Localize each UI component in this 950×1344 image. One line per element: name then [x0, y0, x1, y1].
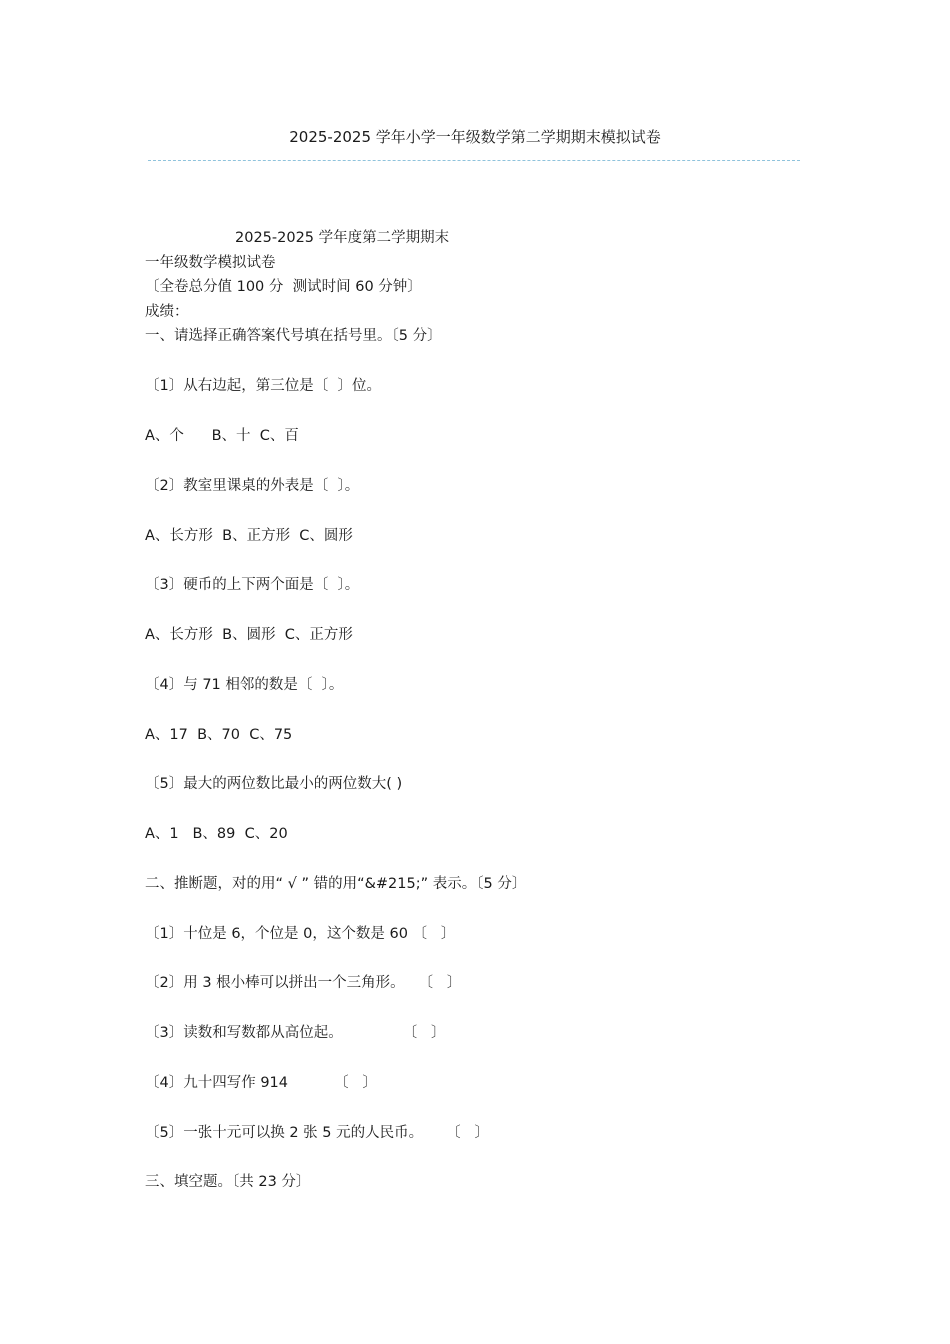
s1-question-3: 〔3〕硬币的上下两个面是〔 〕。: [145, 577, 360, 593]
s1-options-1: A、个 B、十 C、百: [145, 428, 299, 444]
s1-options-4: A、17 B、70 C、75: [145, 727, 293, 743]
s2-item-2: 〔2〕用 3 根小棒可以拼出一个三角形。 〔 〕: [145, 975, 462, 991]
title-divider: [148, 160, 800, 161]
s2-item-3: 〔3〕读数和写数都从高位起。 〔 〕: [145, 1025, 446, 1041]
s2-item-1: 〔1〕十位是 6，个位是 0，这个数是 60 〔 〕: [145, 926, 456, 942]
s1-question-1: 〔1〕从右边起，第三位是〔 〕位。: [145, 378, 381, 394]
s1-options-5: A、1 B、89 C、20: [145, 826, 288, 842]
s1-options-2: A、长方形 B、正方形 C、圆形: [145, 528, 353, 544]
exam-subheading: 一年级数学模拟试卷: [145, 255, 276, 271]
s1-question-4: 〔4〕与 71 相邻的数是〔 〕。: [145, 677, 344, 693]
s1-question-2: 〔2〕教室里课桌的外表是〔 〕。: [145, 478, 360, 494]
section-3-title: 三、填空题。〔共 23 分〕: [145, 1174, 311, 1190]
s2-item-4: 〔4〕九十四写作 914 〔 〕: [145, 1075, 377, 1091]
score-label: 成绩：: [145, 304, 189, 320]
exam-heading: 2025-2025 学年度第二学期期末: [235, 230, 450, 246]
s2-item-5: 〔5〕一张十元可以换 2 张 5 元的人民币。 〔 〕: [145, 1125, 489, 1141]
s1-question-5: 〔5〕最大的两位数比最小的两位数大( ): [145, 776, 403, 792]
exam-info: 〔全卷总分值 100 分 测试时间 60 分钟〕: [145, 279, 422, 295]
page-title: 2025-2025 学年小学一年级数学第二学期期末模拟试卷: [289, 128, 661, 146]
s1-options-3: A、长方形 B、圆形 C、正方形: [145, 627, 353, 643]
section-2-title: 二、推断题，对的用“ √ ” 错的用“&#215;” 表示。〔5 分〕: [145, 876, 527, 892]
section-1-title: 一、请选择正确答案代号填在括号里。〔5 分〕: [145, 328, 442, 344]
